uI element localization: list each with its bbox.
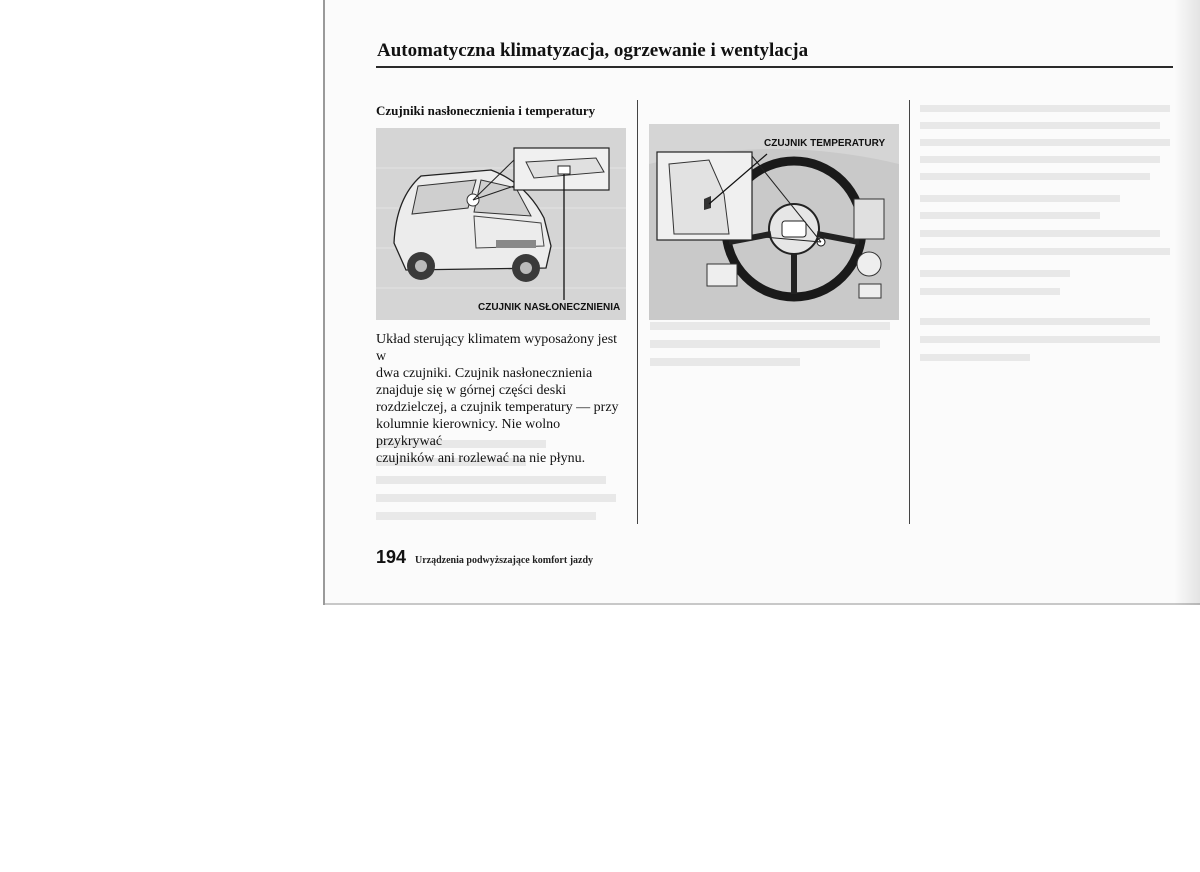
steering-wheel-illustration: [649, 124, 899, 320]
column-divider-right: [909, 100, 910, 524]
page-title: Automatyczna klimatyzacja, ogrzewanie i wentylacja: [377, 40, 809, 61]
body-line: kolumnie kierownicy. Nie wolno przykrywać: [376, 417, 561, 449]
sun-sensor-label: CZUJNIK NASŁONECZNIENIA: [478, 302, 621, 313]
title-rule: [376, 66, 1173, 68]
section-heading: Czujniki nasłonecznienia i temperatury: [376, 103, 596, 118]
temp-sensor-label: CZUJNIK TEMPERATURY: [764, 138, 886, 149]
body-line: Układ sterujący klimatem wyposażony jest w: [376, 332, 618, 364]
body-paragraph: [376, 331, 628, 467]
sun-sensor-figure: [376, 128, 626, 320]
body-line: czujników ani rozlewać na nie płynu.: [376, 451, 586, 466]
page-number: 194: [376, 547, 407, 567]
body-line: znajduje się w górnej części deski: [376, 383, 567, 398]
car-illustration: [376, 128, 626, 320]
column-divider-left: [637, 100, 638, 524]
temp-sensor-figure: [649, 124, 899, 320]
body-line: dwa czujniki. Czujnik nasłonecznienia: [376, 366, 593, 381]
body-line: rozdzielczej, a czujnik temperatury — przy: [376, 400, 619, 415]
footer-section-title: Urządzenia podwyższające komfort jazdy: [415, 555, 594, 566]
